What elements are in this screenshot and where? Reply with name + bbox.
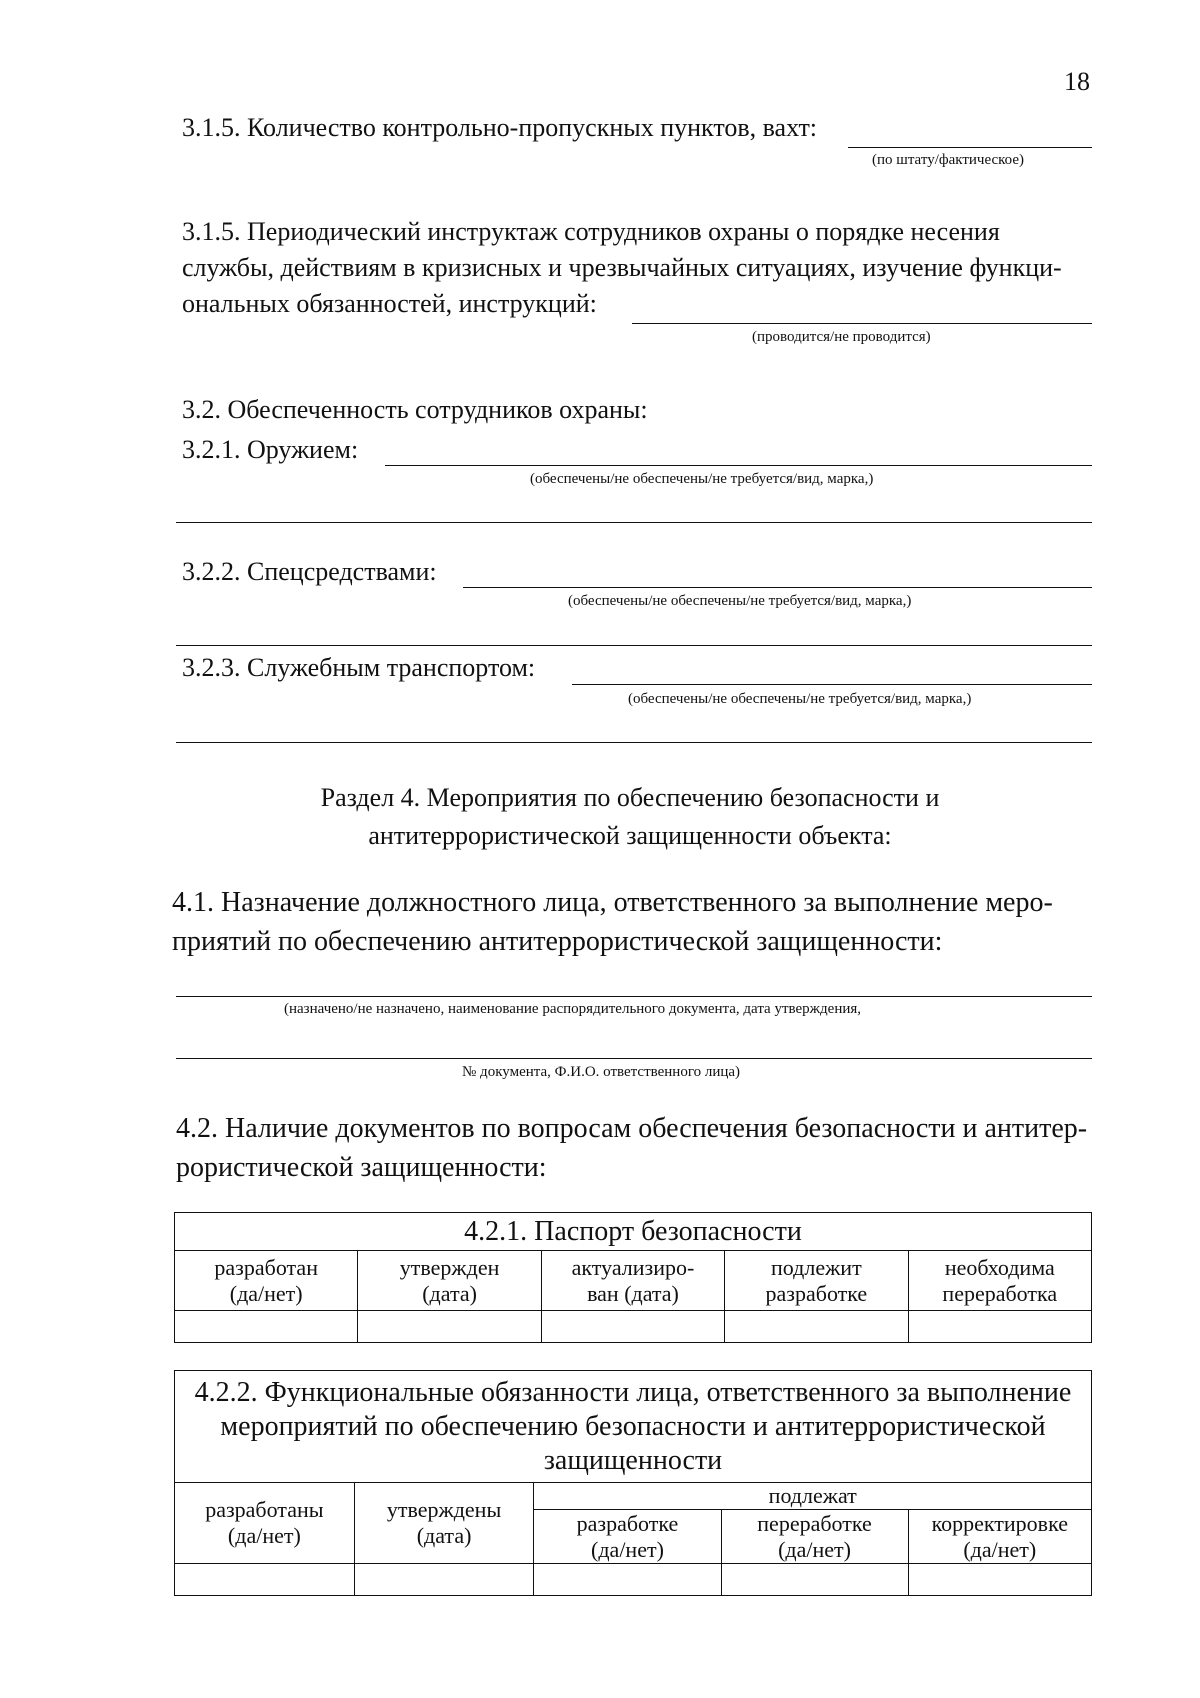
header-to-develop: подлежит разработке (725, 1251, 908, 1311)
item-3-1-5-checkpoints-label: 3.1.5. Количество контрольно-пропускных пунктов, вахт: (182, 113, 818, 142)
header-revision-needed: необходима переработка (908, 1251, 1091, 1311)
header-development: разработке (да/нет) (534, 1510, 721, 1564)
section-4-heading-line2: антитеррористической защищенности объекта: (368, 821, 892, 850)
cell-revision-needed-value[interactable] (908, 1311, 1091, 1343)
cell-developed-value[interactable] (175, 1311, 358, 1343)
header-subject-to: подлежат (534, 1483, 1092, 1510)
header-adjustment: корректировке (да/нет) (908, 1510, 1091, 1564)
briefing-fill-line[interactable] (632, 323, 1092, 324)
cell-developed-value[interactable] (175, 1564, 355, 1596)
weapons-fill-line-2[interactable] (176, 522, 1092, 523)
appointment-hint-1: (назначено/не назначено, наименование распорядительного документа, дата утверждения, (284, 1001, 862, 1017)
table-row (175, 1311, 1092, 1343)
header-developed: разработаны (да/нет) (175, 1483, 355, 1564)
cell-approved-value[interactable] (354, 1564, 534, 1596)
item-4-1-line2: приятий по обеспечению антитеррористической защищенности: (172, 926, 943, 957)
checkpoints-hint: (по штату/фактическое) (872, 152, 1024, 168)
item-3-2-2-label: 3.2.2. Спецсредствами: (182, 557, 437, 586)
item-4-1-line1: 4.1. Назначение должностного лица, ответственного за выполнение меро- (172, 887, 1053, 918)
safety-passport-title: 4.2.1. Паспорт безопасности (175, 1213, 1092, 1251)
transport-fill-line-2[interactable] (176, 742, 1092, 743)
item-3-1-5-briefing-line1: 3.1.5. Периодический инструктаж сотрудников охраны о порядке несения (182, 217, 1000, 246)
page-number: 18 (1064, 67, 1090, 96)
duties-table-title: 4.2.2. Функциональные обязанности лица, ответственного за выполнение мероприятий по обеспечению безопасности и антитеррористической защищенности (175, 1371, 1092, 1483)
safety-passport-table (174, 1212, 1092, 1343)
table-header-row (175, 1251, 1092, 1311)
special-means-fill-line-2[interactable] (176, 645, 1092, 646)
header-developed: разработан (да/нет) (175, 1251, 358, 1311)
transport-hint: (обеспечены/не обеспечены/не требуется/вид, марка,) (628, 691, 972, 707)
weapons-fill-line[interactable] (385, 465, 1092, 466)
item-4-2-line1: 4.2. Наличие документов по вопросам обеспечения безопасности и антитер- (176, 1113, 1088, 1144)
header-approved: утвержден (дата) (358, 1251, 541, 1311)
header-updated: актуализиро- ван (дата) (541, 1251, 724, 1311)
special-means-fill-line[interactable] (463, 587, 1092, 588)
cell-approved-value[interactable] (358, 1311, 541, 1343)
item-3-1-5-briefing-line2: службы, действиям в кризисных и чрезвычайных ситуациях, изучение функци- (182, 253, 1062, 282)
header-rework: переработке (да/нет) (721, 1510, 908, 1564)
cell-adjustment-value[interactable] (908, 1564, 1091, 1596)
briefing-hint: (проводится/не проводится) (752, 329, 931, 345)
checkpoints-fill-line[interactable] (848, 147, 1092, 148)
item-3-2-3-label: 3.2.3. Служебным транспортом: (182, 653, 536, 682)
weapons-hint: (обеспечены/не обеспечены/не требуется/вид, марка,) (530, 471, 874, 487)
appointment-fill-line[interactable] (176, 996, 1092, 997)
item-3-1-5-briefing-line3: ональных обязанностей, инструкций: (182, 289, 597, 318)
special-means-hint: (обеспечены/не обеспечены/не требуется/вид, марка,) (568, 593, 912, 609)
transport-fill-line[interactable] (572, 684, 1092, 685)
cell-rework-value[interactable] (721, 1564, 908, 1596)
appointment-fill-line-2[interactable] (176, 1058, 1092, 1059)
header-approved: утверждены (дата) (354, 1483, 534, 1564)
appointment-hint-2: № документа, Ф.И.О. ответственного лица) (462, 1064, 741, 1080)
item-3-2-1-label: 3.2.1. Оружием: (182, 435, 359, 464)
item-3-2-title: 3.2. Обеспеченность сотрудников охраны: (182, 395, 648, 424)
section-4-heading-line1: Раздел 4. Мероприятия по обеспечению безопасности и (320, 783, 940, 812)
cell-development-value[interactable] (534, 1564, 721, 1596)
cell-updated-value[interactable] (541, 1311, 724, 1343)
duties-table (174, 1370, 1092, 1596)
cell-to-develop-value[interactable] (725, 1311, 908, 1343)
item-4-2-line2: рористической защищенности: (176, 1152, 547, 1183)
table-row (175, 1564, 1092, 1596)
